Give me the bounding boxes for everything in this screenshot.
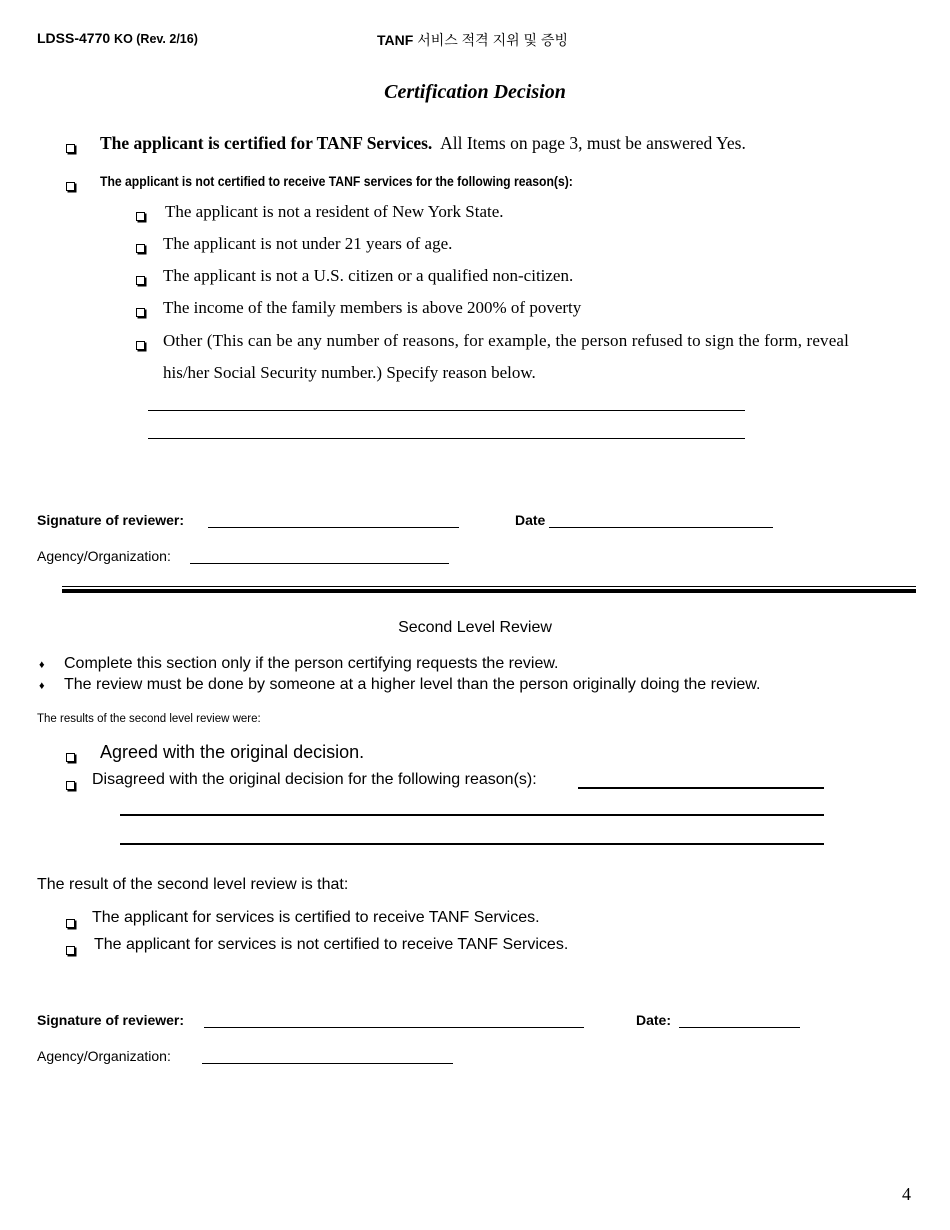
reason-checkbox-age[interactable] bbox=[136, 239, 145, 257]
disagreed-label: Disagreed with the original decision for the following reason(s): bbox=[92, 771, 537, 788]
reason-age: The applicant is not under 21 years of age. bbox=[163, 234, 453, 253]
form-revision: KO (Rev. 2/16) bbox=[114, 32, 198, 46]
certified-checkbox[interactable] bbox=[66, 139, 75, 157]
form-code-header bbox=[37, 30, 198, 46]
form-code: LDSS-4770 bbox=[37, 30, 111, 46]
agreed-checkbox[interactable] bbox=[66, 748, 75, 766]
disagreed-checkbox[interactable] bbox=[66, 776, 75, 794]
reviewer-signature-field[interactable] bbox=[208, 527, 459, 528]
divider-thick bbox=[62, 589, 916, 593]
result-certified-checkbox[interactable] bbox=[66, 914, 75, 932]
diamond-bullet-icon: ♦ bbox=[39, 659, 45, 671]
second-agency-field[interactable] bbox=[202, 1063, 453, 1064]
certified-note: All Items on page 3, must be answered Yes. bbox=[440, 133, 746, 153]
certified-label: The applicant is certified for TANF Services. bbox=[100, 133, 433, 153]
certified-option bbox=[100, 133, 746, 154]
instruction-1: Complete this section only if the person certifying requests the review. bbox=[64, 655, 559, 672]
reason-citizen: The applicant is not a U.S. citizen or a qualified non-citizen. bbox=[163, 266, 574, 285]
result-intro: The result of the second level review is that: bbox=[37, 876, 349, 893]
reason-resident: The applicant is not a resident of New York State. bbox=[165, 202, 504, 221]
agreed-label: Agreed with the original decision. bbox=[100, 742, 365, 762]
reason-checkbox-citizen[interactable] bbox=[136, 271, 145, 289]
result-certified-label: The applicant for services is certified to receive TANF Services. bbox=[92, 909, 540, 926]
second-agency-label: Agency/Organization: bbox=[37, 1048, 171, 1064]
date-field[interactable] bbox=[549, 527, 773, 528]
result-not-certified-label: The applicant for services is not certified to receive TANF Services. bbox=[94, 936, 569, 953]
second-reviewer-signature-label: Signature of reviewer: bbox=[37, 1012, 185, 1028]
header-title-tanf: TANF bbox=[377, 32, 414, 48]
other-reason-field-2[interactable] bbox=[148, 438, 745, 439]
header-title-korean: 서비스 적격 지위 및 증빙 bbox=[417, 32, 568, 48]
result-not-certified-checkbox[interactable] bbox=[66, 941, 75, 959]
reason-checkbox-resident[interactable] bbox=[136, 207, 145, 225]
diamond-bullet-icon: ♦ bbox=[39, 680, 45, 692]
reviewer-signature-label: Signature of reviewer: bbox=[37, 512, 185, 528]
section-title-second-review: Second Level Review bbox=[398, 619, 552, 636]
instruction-2: The review must be done by someone at a higher level than the person originally doing the review. bbox=[64, 676, 761, 693]
agency-field[interactable] bbox=[190, 563, 449, 564]
reason-checkbox-other[interactable] bbox=[136, 336, 145, 354]
results-intro: The results of the second level review were: bbox=[37, 713, 261, 725]
reason-other-line2: his/her Social Security number.) Specify reason below. bbox=[163, 363, 536, 382]
disagreed-reason-field-2[interactable] bbox=[120, 814, 824, 816]
reason-income: The income of the family members is above 200% of poverty bbox=[163, 298, 582, 317]
second-date-field[interactable] bbox=[679, 1027, 800, 1028]
date-label: Date bbox=[515, 512, 546, 528]
disagreed-reason-field-1[interactable] bbox=[578, 787, 824, 789]
disagreed-reason-field-3[interactable] bbox=[120, 843, 824, 845]
page-number: 4 bbox=[902, 1184, 911, 1204]
second-reviewer-signature-field[interactable] bbox=[204, 1027, 584, 1028]
section-title-certification: Certification Decision bbox=[384, 81, 566, 103]
not-certified-checkbox[interactable] bbox=[66, 177, 75, 195]
reason-checkbox-income[interactable] bbox=[136, 303, 145, 321]
agency-label: Agency/Organization: bbox=[37, 548, 171, 564]
divider-thin bbox=[62, 586, 916, 587]
second-date-label: Date: bbox=[636, 1012, 672, 1028]
reason-other-line1: Other (This can be any number of reasons, for example, the person refused to sign the form, reveal bbox=[163, 331, 849, 350]
form-title-header bbox=[377, 30, 568, 50]
not-certified-label: The applicant is not certified to receive TANF services for the following reason(s): bbox=[100, 173, 573, 189]
other-reason-field-1[interactable] bbox=[148, 410, 745, 411]
